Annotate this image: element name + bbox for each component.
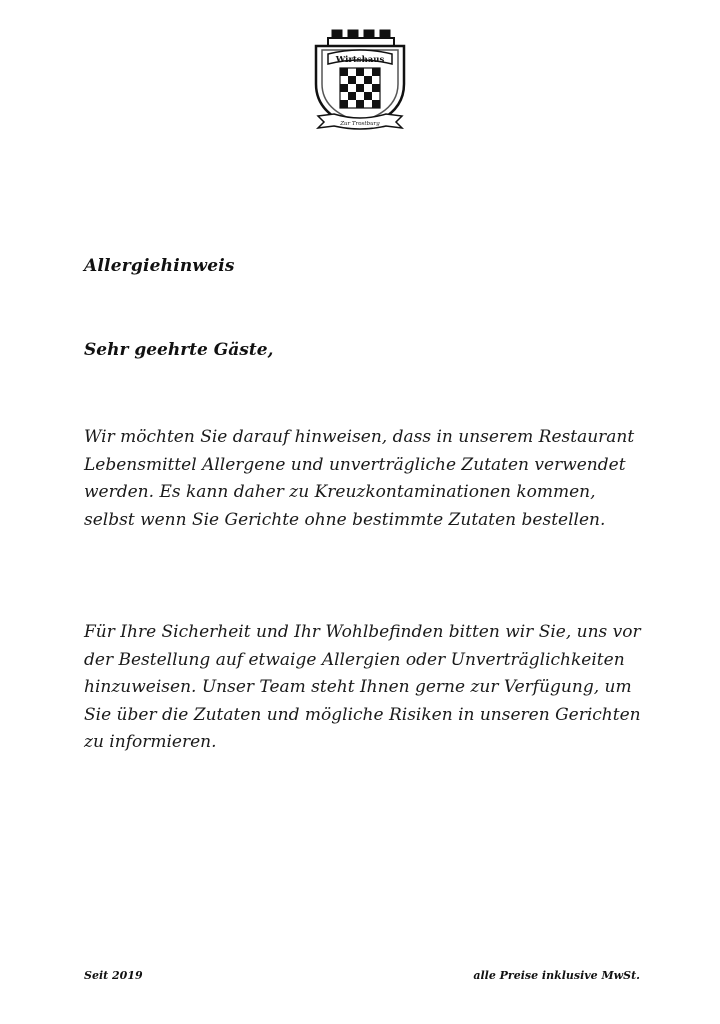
salutation: Sehr geehrte Gäste, bbox=[84, 340, 274, 360]
footer-established: Seit 2019 bbox=[84, 969, 143, 982]
footer-prices-note: alle Preise inklusive MwSt. bbox=[473, 969, 640, 982]
restaurant-logo bbox=[306, 24, 414, 136]
document-heading: Allergiehinweis bbox=[84, 256, 235, 276]
banner-text: Wirtshaus bbox=[335, 55, 385, 65]
paragraph-allergy-request: Für Ihre Sicherheit und Ihr Wohlbefinden bitten wir Sie, uns vor der Bestellung auf etwaige Allergien oder Unverträglichkeiten hinzuweisen. Unser Team steht Ihnen gerne zur Verfügung, um Sie über die Zutaten und mögliche Risiken in unseren Gerichten zu informieren. bbox=[84, 622, 641, 752]
tower-battlements bbox=[328, 30, 394, 46]
checkerboard bbox=[340, 68, 380, 108]
paragraph-cross-contamination: Wir möchten Sie darauf hinweisen, dass in unserem Restaurant Lebensmittel Allergene und unverträgliche Zutaten verwendet werden. Es kann daher zu Kreuzkontaminationen kommen, selbst wenn Sie Gerichte ohne bestimmte Zutaten bestellen. bbox=[84, 427, 635, 530]
ribbon-text: Zur Trostburg bbox=[340, 121, 380, 127]
